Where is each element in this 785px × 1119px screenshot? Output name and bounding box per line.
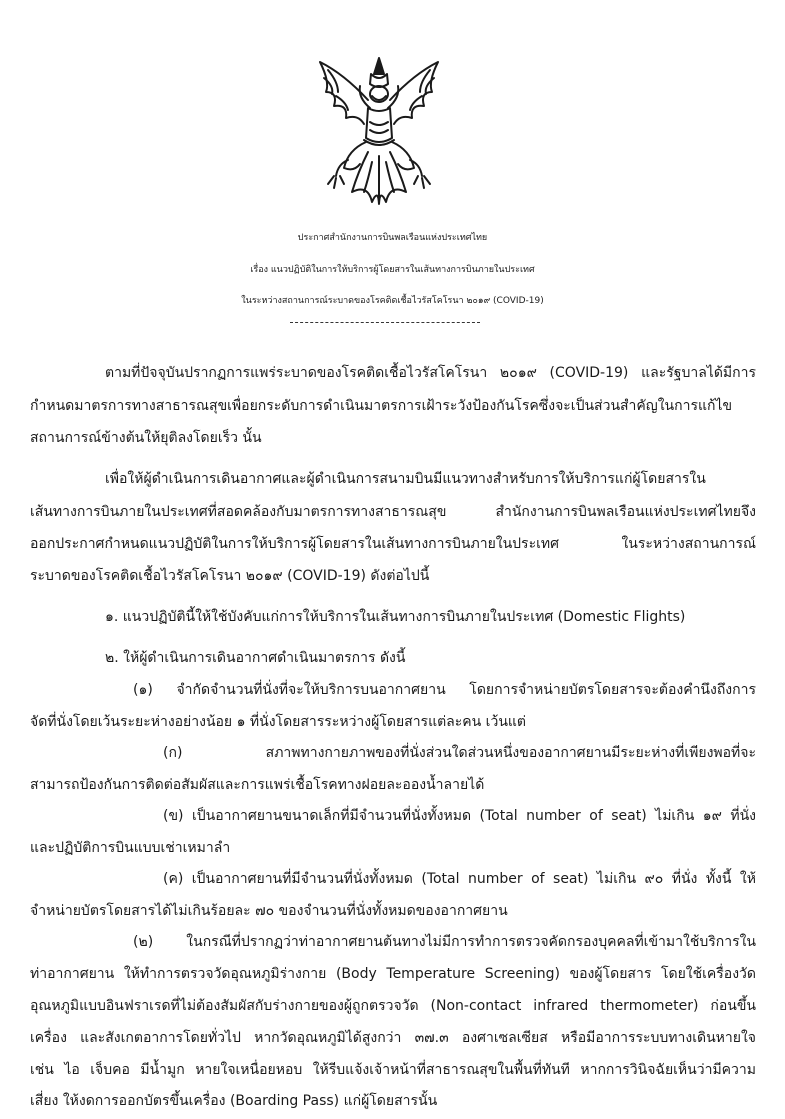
- clause-kha-line: และปฏิบัติการบินแบบเช่าเหมาลำ: [30, 840, 231, 856]
- clause-2-2-line: อุณหภูมิแบบอินฟราเรดที่ไม่ต้องสัมผัสกับร่างกายของผู้ถูกตรวจวัด (Non-contact infrared thermometer) ก่อนขึ้น: [30, 998, 756, 1014]
- paragraph-1-line: ตามที่ปัจจุบันปรากฏการแพร่ระบาดของโรคติดเชื้อไวรัสโคโรนา ๒๐๑๙ (COVID-19) และรัฐบาลได้มีการ: [105, 365, 756, 381]
- paragraph-1-line: กำหนดมาตรการทางสาธารณสุขเพื่อยกระดับการดำเนินมาตรการเฝ้าระวังป้องกันโรคซึ่งจะเป็นส่วนสำคัญในการแก้ไข: [30, 398, 733, 414]
- clause-ka-line: สามารถป้องกันการติดต่อสัมผัสและการแพร่เชื้อโรคทางฝอยละอองน้ำลายได้: [30, 777, 485, 793]
- paragraph-1-line: สถานการณ์ข้างต้นให้ยุติลงโดยเร็ว นั้น: [30, 430, 262, 446]
- paragraph-2-line: ออกประกาศกำหนดแนวปฏิบัติในการให้บริการผู้โดยสารในเส้นทางการบินภายในประเทศ ในระหว่างสถานการณ์: [30, 536, 756, 552]
- clause-2-2-line: เช่น ไอ เจ็บคอ มีน้ำมูก หายใจเหนื่อยหอบ ให้รีบแจ้งเจ้าหน้าที่สาธารณสุขในพื้นที่ทันที หากการวินิจฉัยเห็นว่ามีความ: [30, 1062, 756, 1078]
- clause-2-2-line: เครื่อง และสังเกตอาการโดยทั่วไป หากวัดอุณหภูมิได้สูงกว่า ๓๗.๓ องศาเซลเซียส หรือมีอาการระบบทางเดินหายใจ: [30, 1030, 756, 1046]
- clause-2-2-line: ท่าอากาศยาน ให้ทำการตรวจวัดอุณหภูมิร่างกาย (Body Temperature Screening) ของผู้โดยสาร โดยใช้เครื่องวัด: [30, 966, 756, 982]
- garuda-emblem-icon: [308, 52, 450, 212]
- clause-kho-line: (ค) เป็นอากาศยานที่มีจำนวนที่นั่งทั้งหมด (Total number of seat) ไม่เกิน ๙๐ ที่นั่ง ทั้งนี้ ให้: [163, 871, 756, 887]
- announcement-title: ประกาศสำนักงานการบินพลเรือนแห่งประเทศไทย: [297, 233, 488, 243]
- paragraph-2-line: เส้นทางการบินภายในประเทศที่สอดคล้องกับมาตรการทางสาธารณสุข สำนักงานการบินพลเรือนแห่งประเทศไทยจึง: [30, 504, 756, 520]
- clause-2: ๒. ให้ผู้ดำเนินการเดินอากาศดำเนินมาตรการ ดังนี้: [105, 650, 406, 666]
- clause-kho-line: จำหน่ายบัตรโดยสารได้ไม่เกินร้อยละ ๗๐ ของจำนวนที่นั่งทั้งหมดของอากาศยาน: [30, 903, 508, 919]
- title-divider: [290, 322, 480, 323]
- paragraph-2-line: ระบาดของโรคติดเชื้อไวรัสโคโรนา ๒๐๑๙ (COVID-19) ดังต่อไปนี้: [30, 568, 430, 584]
- clause-kha-line: (ข) เป็นอากาศยานขนาดเล็กที่มีจำนวนที่นั่งทั้งหมด (Total number of seat) ไม่เกิน ๑๙ ที่นั่ง: [163, 808, 756, 824]
- announcement-subject-continued: ในระหว่างสถานการณ์ระบาดของโรคติดเชื้อไวรัสโคโรนา ๒๐๑๙ (COVID-19): [241, 296, 544, 306]
- announcement-subject: เรื่อง แนวปฏิบัติในการให้บริการผู้โดยสารในเส้นทางการบินภายในประเทศ: [250, 265, 535, 275]
- clause-2-1-line: (๑) จำกัดจำนวนที่นั่งที่จะให้บริการบนอากาศยาน โดยการจำหน่ายบัตรโดยสารจะต้องคำนึงถึงการ: [133, 682, 756, 698]
- clause-ka-line: (ก) สภาพทางกายภาพของที่นั่งส่วนใดส่วนหนึ่งของอากาศยานมีระยะห่างที่เพียงพอที่จะ: [163, 745, 756, 761]
- clause-2-1-line: จัดที่นั่งโดยเว้นระยะห่างอย่างน้อย ๑ ที่นั่งโดยสารระหว่างผู้โดยสารแต่ละคน เว้นแต่: [30, 714, 527, 730]
- paragraph-2-line: เพื่อให้ผู้ดำเนินการเดินอากาศและผู้ดำเนินการสนามบินมีแนวทางสำหรับการให้บริการแก่ผู้โดยสารใน: [105, 471, 706, 487]
- clause-2-2-line: (๒) ในกรณีที่ปรากฏว่าท่าอากาศยานต้นทางไม่มีการทำการตรวจคัดกรองบุคคลที่เข้ามาใช้บริการใน: [133, 934, 756, 950]
- clause-1: ๑. แนวปฏิบัตินี้ให้ใช้บังคับแก่การให้บริการในเส้นทางการบินภายในประเทศ (Domestic Flights): [105, 609, 686, 625]
- clause-2-2-line: เสี่ยง ให้งดการออกบัตรขึ้นเครื่อง (Boarding Pass) แก่ผู้โดยสารนั้น: [30, 1093, 438, 1109]
